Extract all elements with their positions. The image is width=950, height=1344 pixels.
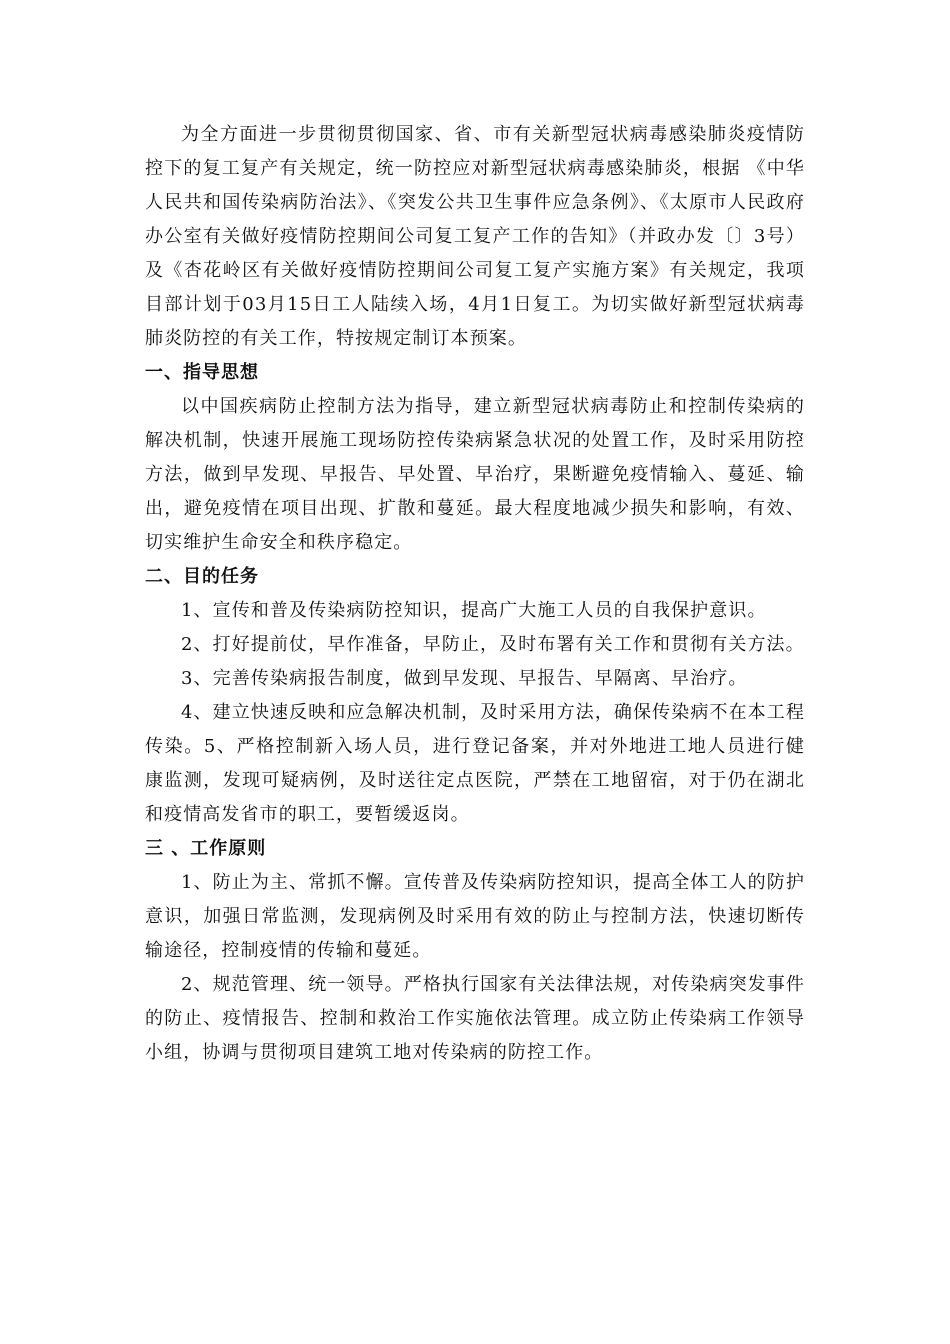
principle-item: 1、防止为主、常抓不懈。宣传普及传染病防控知识，提高全体工人的防护意识，加强日常监测，发现病例及时采用有效的防止与控制方法，快速切断传输途径，控制疫情的传输和蔓延。 xyxy=(145,872,805,961)
section-heading-guiding-ideology: 一、指导思想 xyxy=(145,362,259,383)
objective-item: 1、宣传和普及传染病防控知识，提高广大施工人员的自我保护意识。 xyxy=(181,600,767,621)
objective-item: 2、打好提前仗，早作准备，早防止，及时布署有关工作和贯彻有关方法。 xyxy=(181,634,805,655)
objective-item: 4、建立快速反映和应急解决机制，及时采用方法，确保传染病不在本工程传染。5、严格控制新入场人员，进行登记备案，并对外地进工地人员进行健康监测，发现可疑病例，及时送往定点医院，严禁在工地留宿，对于仍在湖北和疫情高发省市的职工，要暂缓返岗。 xyxy=(145,702,805,825)
section-heading-working-principles: 三 、工作原则 xyxy=(145,838,267,859)
section-heading-objectives: 二、目的任务 xyxy=(145,566,259,587)
document-body xyxy=(145,118,805,1070)
principle-item: 2、规范管理、统一领导。严格执行国家有关法律法规，对传染病突发事件的防止、疫情报告、控制和救治工作实施依法管理。成立防止传染病工作领导小组，协调与贯彻项目建筑工地对传染病的防控工作。 xyxy=(145,974,805,1063)
guiding-ideology-paragraph: 以中国疾病防止控制方法为指导，建立新型冠状病毒防止和控制传染病的解决机制，快速开展施工现场防控传染病紧急状况的处置工作，及时采用防控方法，做到早发现、早报告、早处置、早治疗，果断避免疫情输入、蔓延、输出，避免疫情在项目出现、扩散和蔓延。最大程度地减少损失和影响，有效、切实维护生命安全和秩序稳定。 xyxy=(145,396,805,553)
objective-item: 3、完善传染病报告制度，做到早发现、早报告、早隔离、早治疗。 xyxy=(181,668,748,689)
intro-paragraph: 为全方面进一步贯彻贯彻国家、省、市有关新型冠状病毒感染肺炎疫情防控下的复工复产有关规定，统一防控应对新型冠状病毒感染肺炎，根据 《中华人民共和国传染病防治法》、《突发公共卫生事件应急条例》、《太原市人民政府办公室有关做好疫情防控期间公司复工复产工作的告知》（并政办发〔〕3号）及《杏花岭区有关做好疫情防控期间公司复工复产实施方案》有关规定，我项目部计划于03月15日工人陆续入场，4月1日复工。为切实做好新型冠状病毒肺炎防控的有关工作，特按规定制订本预案。 xyxy=(145,124,805,349)
